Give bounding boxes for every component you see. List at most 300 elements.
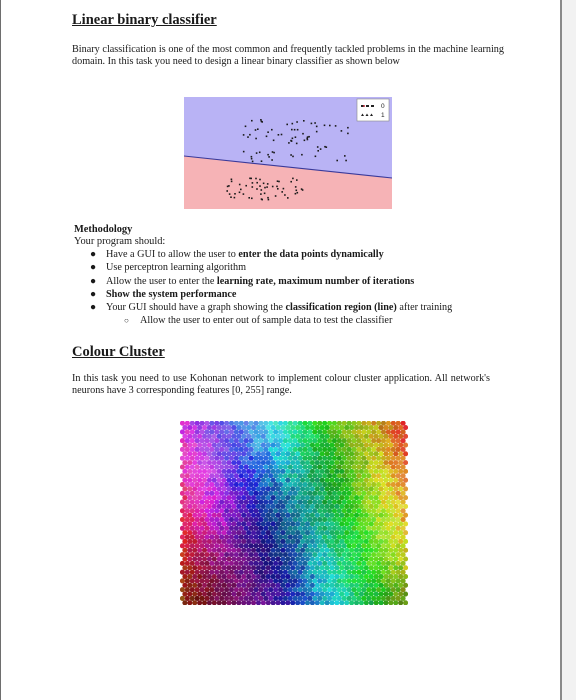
neuron-cell (322, 570, 327, 575)
neuron-cell (398, 600, 403, 605)
neuron-cell (398, 478, 403, 483)
neuron-cell (347, 508, 352, 513)
neuron-cell (398, 521, 403, 526)
neuron-cell (381, 587, 386, 592)
neuron-cell (222, 574, 227, 579)
neuron-cell (239, 482, 244, 487)
neuron-cell (396, 508, 401, 513)
neuron-cell (195, 438, 200, 443)
neuron-cell (332, 552, 337, 557)
neuron-cell (280, 565, 285, 570)
neuron-cell (339, 513, 344, 518)
neuron-cell (401, 526, 406, 531)
neuron-cell (391, 587, 396, 592)
neuron-cell (396, 429, 401, 434)
neuron-cell (327, 447, 332, 452)
neuron-cell (273, 447, 278, 452)
neuron-cell (182, 451, 187, 456)
neuron-cell (354, 583, 359, 588)
neuron-cell (361, 587, 366, 592)
neuron-cell (214, 500, 219, 505)
data-point (301, 188, 303, 190)
neuron-cell (280, 513, 285, 518)
data-point (290, 140, 292, 142)
neuron-cell (364, 521, 369, 526)
neuron-cell (295, 574, 300, 579)
neuron-cell (403, 469, 408, 474)
neuron-cell (236, 539, 241, 544)
neuron-cell (209, 464, 214, 469)
neuron-cell (224, 570, 229, 575)
neuron-cell (217, 600, 222, 605)
neuron-cell (361, 421, 366, 426)
neuron-cell (180, 491, 185, 496)
neuron-cell (381, 473, 386, 478)
neuron-cell (305, 530, 310, 535)
neuron-cell (388, 495, 393, 500)
neuron-cell (376, 552, 381, 557)
neuron-cell (268, 526, 273, 531)
neuron-cell (307, 500, 312, 505)
neuron-cell (251, 530, 256, 535)
neuron-cell (244, 447, 249, 452)
neuron-cell (219, 535, 224, 540)
neuron-cell (200, 429, 205, 434)
neuron-cell (339, 583, 344, 588)
neuron-cell (378, 425, 383, 430)
neuron-cell (332, 482, 337, 487)
neuron-cell (298, 429, 303, 434)
neuron-cell (366, 464, 371, 469)
neuron-cell (347, 596, 352, 601)
neuron-cell (354, 530, 359, 535)
neuron-cell (231, 469, 236, 474)
neuron-cell (290, 469, 295, 474)
neuron-cell (371, 473, 376, 478)
legend-label-1: 1 (381, 112, 385, 119)
neuron-cell (190, 552, 195, 557)
section-intro-colour-cluster: In this task you need to use Kohonan network to implement colour cluster application. All network's neurons have 3 corresponding features [0, 255] range. (72, 373, 490, 396)
neuron-cell (236, 583, 241, 588)
neuron-cell (347, 447, 352, 452)
neuron-cell (251, 425, 256, 430)
neuron-cell (185, 464, 190, 469)
neuron-cell (364, 460, 369, 465)
neuron-cell (283, 482, 288, 487)
neuron-cell (378, 495, 383, 500)
neuron-cell (261, 600, 266, 605)
neuron-cell (209, 429, 214, 434)
neuron-cell (271, 565, 276, 570)
neuron-cell (352, 429, 357, 434)
neuron-cell (300, 443, 305, 448)
neuron-cell (312, 570, 317, 575)
neuron-cell (202, 425, 207, 430)
neuron-cell (197, 513, 202, 518)
neuron-cell (246, 486, 251, 491)
neuron-cell (241, 469, 246, 474)
neuron-cell (349, 548, 354, 553)
neuron-cell (251, 478, 256, 483)
neuron-cell (393, 530, 398, 535)
neuron-cell (315, 513, 320, 518)
neuron-cell (271, 451, 276, 456)
neuron-cell (231, 556, 236, 561)
neuron-cell (366, 447, 371, 452)
neuron-cell (202, 583, 207, 588)
neuron-cell (246, 583, 251, 588)
neuron-cell (187, 495, 192, 500)
neuron-cell (312, 508, 317, 513)
neuron-cell (300, 478, 305, 483)
neuron-cell (386, 517, 391, 522)
neuron-cell (391, 438, 396, 443)
neuron-cell (202, 513, 207, 518)
neuron-cell (253, 561, 258, 566)
neuron-cell (285, 478, 290, 483)
neuron-cell (378, 521, 383, 526)
neuron-cell (276, 451, 281, 456)
bullet-icon: ● (90, 275, 97, 287)
neuron-cell (182, 486, 187, 491)
neuron-cell (217, 443, 222, 448)
neuron-cell (354, 513, 359, 518)
neuron-cell (388, 443, 393, 448)
neuron-cell (197, 451, 202, 456)
neuron-cell (378, 460, 383, 465)
neuron-cell (337, 491, 342, 496)
neuron-cell (356, 429, 361, 434)
neuron-cell (347, 561, 352, 566)
neuron-cell (366, 543, 371, 548)
neuron-cell (374, 443, 379, 448)
neuron-cell (401, 473, 406, 478)
neuron-cell (376, 456, 381, 461)
neuron-cell (290, 504, 295, 509)
neuron-cell (334, 451, 339, 456)
neuron-cell (212, 425, 217, 430)
neuron-cell (344, 478, 349, 483)
neuron-cell (226, 478, 231, 483)
neuron-cell (403, 460, 408, 465)
neuron-cell (239, 447, 244, 452)
neuron-cell (305, 451, 310, 456)
neuron-cell (381, 570, 386, 575)
neuron-cell (386, 491, 391, 496)
neuron-cell (300, 539, 305, 544)
neuron-cell (300, 425, 305, 430)
neuron-cell (200, 421, 205, 426)
neuron-cell (305, 478, 310, 483)
neuron-cell (244, 535, 249, 540)
neuron-cell (334, 574, 339, 579)
neuron-cell (329, 451, 334, 456)
neuron-cell (195, 517, 200, 522)
neuron-cell (187, 504, 192, 509)
data-point (231, 179, 233, 181)
neuron-cell (231, 583, 236, 588)
neuron-cell (190, 456, 195, 461)
neuron-cell (293, 464, 298, 469)
neuron-cell (182, 583, 187, 588)
neuron-cell (234, 438, 239, 443)
neuron-cell (222, 486, 227, 491)
neuron-cell (310, 548, 315, 553)
neuron-cell (187, 460, 192, 465)
data-point (261, 189, 263, 191)
neuron-cell (197, 539, 202, 544)
neuron-cell (261, 495, 266, 500)
bullet-icon: ● (90, 288, 97, 300)
neuron-cell (325, 504, 330, 509)
neuron-cell (278, 578, 283, 583)
data-point (278, 181, 280, 183)
neuron-cell (366, 508, 371, 513)
neuron-cell (258, 570, 263, 575)
neuron-cell (295, 548, 300, 553)
neuron-cell (234, 578, 239, 583)
neuron-cell (386, 473, 391, 478)
neuron-cell (300, 556, 305, 561)
neuron-cell (388, 469, 393, 474)
neuron-cell (398, 583, 403, 588)
neuron-cell (300, 592, 305, 597)
neuron-cell (204, 561, 209, 566)
neuron-cell (229, 482, 234, 487)
neuron-cell (268, 517, 273, 522)
neuron-cell (253, 500, 258, 505)
neuron-cell (371, 482, 376, 487)
neuron-cell (185, 543, 190, 548)
neuron-cell (398, 495, 403, 500)
neuron-cell (192, 565, 197, 570)
neuron-cell (369, 521, 374, 526)
neuron-cell (288, 464, 293, 469)
neuron-cell (371, 508, 376, 513)
neuron-cell (276, 583, 281, 588)
neuron-cell (217, 583, 222, 588)
neuron-cell (398, 460, 403, 465)
neuron-cell (305, 495, 310, 500)
neuron-cell (310, 425, 315, 430)
neuron-cell (317, 535, 322, 540)
neuron-cell (342, 578, 347, 583)
neuron-cell (246, 556, 251, 561)
neuron-cell (214, 561, 219, 566)
neuron-cell (376, 543, 381, 548)
neuron-cell (322, 429, 327, 434)
neuron-cell (310, 460, 315, 465)
neuron-cell (222, 478, 227, 483)
neuron-cell (278, 552, 283, 557)
neuron-cell (352, 552, 357, 557)
neuron-cell (371, 500, 376, 505)
data-point (267, 154, 269, 156)
neuron-cell (204, 438, 209, 443)
neuron-cell (342, 535, 347, 540)
neuron-cell (222, 513, 227, 518)
neuron-cell (241, 592, 246, 597)
data-point (264, 187, 266, 189)
neuron-cell (195, 535, 200, 540)
neuron-cell (356, 535, 361, 540)
neuron-cell (332, 456, 337, 461)
neuron-cell (305, 574, 310, 579)
neuron-cell (256, 460, 261, 465)
neuron-cell (278, 535, 283, 540)
neuron-cell (352, 464, 357, 469)
neuron-cell (293, 447, 298, 452)
neuron-cell (315, 521, 320, 526)
neuron-cell (393, 600, 398, 605)
neuron-cell (295, 469, 300, 474)
neuron-cell (207, 556, 212, 561)
neuron-cell (366, 570, 371, 575)
neuron-cell (256, 565, 261, 570)
neuron-cell (241, 600, 246, 605)
neuron-cell (278, 491, 283, 496)
neuron-cell (180, 535, 185, 540)
neuron-cell (398, 425, 403, 430)
neuron-cell (381, 421, 386, 426)
neuron-cell (347, 535, 352, 540)
neuron-cell (253, 517, 258, 522)
neuron-cell (266, 443, 271, 448)
neuron-cell (283, 587, 288, 592)
neuron-cell (310, 521, 315, 526)
neuron-cell (204, 447, 209, 452)
neuron-cell (214, 543, 219, 548)
neuron-cell (361, 578, 366, 583)
neuron-cell (185, 526, 190, 531)
neuron-cell (180, 429, 185, 434)
neuron-cell (253, 570, 258, 575)
data-point (345, 160, 347, 162)
neuron-cell (317, 570, 322, 575)
neuron-cell (339, 495, 344, 500)
neuron-cell (376, 526, 381, 531)
neuron-cell (332, 491, 337, 496)
data-point (301, 154, 303, 156)
data-point (275, 195, 277, 197)
neuron-cell (244, 570, 249, 575)
neuron-cell (185, 447, 190, 452)
neuron-cell (361, 570, 366, 575)
neuron-cell (190, 491, 195, 496)
neuron-cell (374, 530, 379, 535)
neuron-cell (310, 530, 315, 535)
neuron-cell (398, 530, 403, 535)
neuron-cell (302, 587, 307, 592)
neuron-cell (204, 421, 209, 426)
neuron-cell (251, 600, 256, 605)
neuron-cell (271, 425, 276, 430)
neuron-cell (376, 561, 381, 566)
neuron-cell (226, 583, 231, 588)
neuron-cell (342, 596, 347, 601)
neuron-cell (231, 592, 236, 597)
neuron-cell (244, 429, 249, 434)
neuron-cell (398, 513, 403, 518)
neuron-cell (381, 526, 386, 531)
neuron-cell (378, 565, 383, 570)
neuron-cell (246, 565, 251, 570)
neuron-cell (307, 596, 312, 601)
neuron-cell (217, 530, 222, 535)
neuron-cell (209, 543, 214, 548)
neuron-cell (207, 460, 212, 465)
neuron-cell (283, 526, 288, 531)
neuron-cell (327, 464, 332, 469)
neuron-cell (180, 543, 185, 548)
neuron-cell (200, 526, 205, 531)
data-point (292, 123, 294, 125)
neuron-cell (349, 521, 354, 526)
neuron-cell (371, 596, 376, 601)
neuron-cell (327, 500, 332, 505)
neuron-cell (231, 548, 236, 553)
neuron-cell (378, 486, 383, 491)
neuron-cell (268, 438, 273, 443)
data-point (281, 134, 283, 136)
neuron-cell (212, 548, 217, 553)
neuron-cell (342, 421, 347, 426)
neuron-cell (305, 521, 310, 526)
neuron-cell (329, 592, 334, 597)
neuron-cell (219, 596, 224, 601)
neuron-cell (381, 482, 386, 487)
neuron-cell (202, 574, 207, 579)
neuron-cell (298, 526, 303, 531)
neuron-cell (383, 521, 388, 526)
neuron-cell (241, 548, 246, 553)
neuron-cell (288, 596, 293, 601)
neuron-cell (320, 592, 325, 597)
neuron-cell (388, 539, 393, 544)
neuron-cell (386, 447, 391, 452)
neuron-cell (293, 543, 298, 548)
neuron-cell (366, 491, 371, 496)
neuron-cell (356, 456, 361, 461)
neuron-cell (344, 486, 349, 491)
neuron-cell (388, 451, 393, 456)
neuron-cell (374, 539, 379, 544)
neuron-cell (305, 443, 310, 448)
neuron-cell (224, 508, 229, 513)
data-point (295, 193, 297, 195)
neuron-cell (280, 495, 285, 500)
neuron-cell (393, 521, 398, 526)
neuron-cell (200, 456, 205, 461)
neuron-cell (388, 530, 393, 535)
neuron-cell (393, 451, 398, 456)
neuron-cell (359, 539, 364, 544)
neuron-cell (266, 548, 271, 553)
neuron-cell (226, 495, 231, 500)
neuron-cell (388, 513, 393, 518)
neuron-cell (317, 447, 322, 452)
neuron-cell (234, 561, 239, 566)
neuron-cell (190, 473, 195, 478)
neuron-cell (317, 517, 322, 522)
neuron-cell (249, 587, 254, 592)
neuron-cell (195, 578, 200, 583)
neuron-cell (356, 596, 361, 601)
neuron-cell (226, 600, 231, 605)
neuron-cell (315, 556, 320, 561)
neuron-cell (354, 600, 359, 605)
neuron-cell (352, 447, 357, 452)
